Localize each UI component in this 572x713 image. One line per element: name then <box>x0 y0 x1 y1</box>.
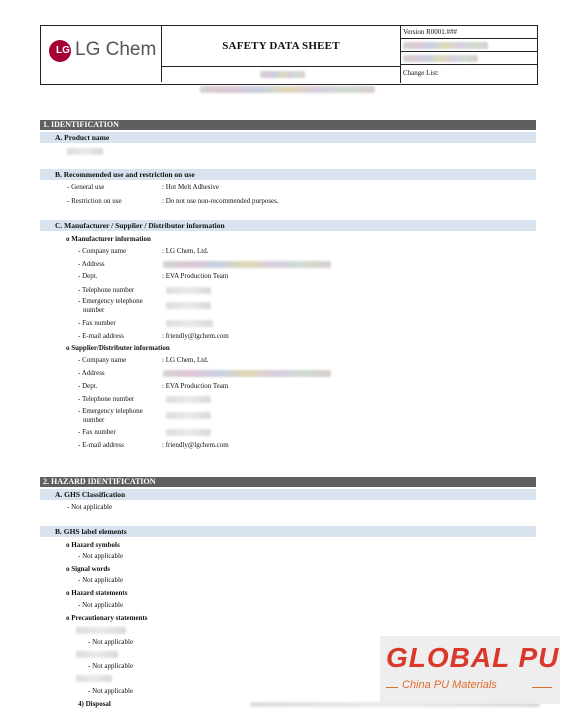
dept-value: : EVA Production Team <box>162 272 229 280</box>
phone-label: - Telephone number <box>78 286 135 294</box>
hazard-symbols-title: o Hazard symbols <box>66 541 120 549</box>
section-1a-header: A. Product name <box>40 132 536 143</box>
redacted-subheading <box>76 675 112 682</box>
address-label: - Address <box>78 369 105 377</box>
section-1-header: 1. IDENTIFICATION <box>40 120 536 130</box>
document-header <box>40 25 538 85</box>
redacted-row <box>401 52 537 65</box>
section-2b-header: B. GHS label elements <box>40 526 536 537</box>
redacted-product-name <box>67 148 103 155</box>
precaution-2-value: - Not applicable <box>88 662 134 670</box>
version-label: Version R0001.### <box>401 26 537 39</box>
emergency-label: - Emergency telephone <box>78 407 143 415</box>
watermark-rule <box>386 687 398 688</box>
lg-logo-icon: LG <box>49 40 71 62</box>
company-label: - Company name <box>78 356 127 364</box>
email-label: - E-mail address <box>78 441 124 449</box>
redacted-address <box>163 370 331 377</box>
precaution-3-value: - Not applicable <box>88 687 134 695</box>
email-value: : friendly@lgchem.com <box>162 441 229 449</box>
redacted-row <box>401 39 537 52</box>
redacted-phone <box>166 396 211 403</box>
redacted-line <box>200 86 375 93</box>
document-title: SAFETY DATA SHEET <box>162 26 401 67</box>
redacted-emergency <box>166 412 211 419</box>
redacted-phone <box>166 287 211 294</box>
redacted-product-cell <box>162 67 401 83</box>
address-label: - Address <box>78 260 105 268</box>
redacted-emergency <box>166 302 211 309</box>
email-label: - E-mail address <box>78 332 124 340</box>
redacted-subheading <box>76 627 126 634</box>
ghs-classification-value: - Not applicable <box>67 503 113 511</box>
watermark <box>380 636 560 704</box>
redacted-fax <box>166 320 213 327</box>
company-label: - Company name <box>78 247 127 255</box>
precaution-1-value: - Not applicable <box>88 638 134 646</box>
dept-label: - Dept. <box>78 272 98 280</box>
manufacturer-title: o Manufacturer information <box>66 235 151 243</box>
hazard-statements-value: - Not applicable <box>78 601 124 609</box>
emergency-label: - Emergency telephone <box>78 297 143 305</box>
restriction-label: - Restriction on use <box>67 197 122 205</box>
signal-words-value: - Not applicable <box>78 576 124 584</box>
signal-words-title: o Signal words <box>66 565 110 573</box>
change-list-label: Change List: <box>403 69 439 77</box>
email-value: : friendly@lgchem.com <box>162 332 229 340</box>
dept-label: - Dept. <box>78 382 98 390</box>
phone-label: - Telephone number <box>78 395 135 403</box>
precautionary-title: o Precautionary statements <box>66 614 148 622</box>
company-value: : LG Chem, Ltd. <box>162 247 209 255</box>
section-1b-header: B. Recommended use and restriction on use <box>40 169 536 180</box>
redacted-address <box>163 261 331 268</box>
watermark-brand: GLOBAL PU <box>386 642 560 673</box>
restriction-value: : Do not use non-recommended purposes. <box>162 197 279 205</box>
logo-cell <box>41 26 162 82</box>
fax-label: - Fax number <box>78 428 116 436</box>
hazard-statements-title: o Hazard statements <box>66 589 128 597</box>
dept-value: : EVA Production Team <box>162 382 229 390</box>
header-info <box>401 26 537 82</box>
disposal-title: 4) Disposal <box>78 700 111 708</box>
logo-text: LG Chem <box>75 39 157 60</box>
general-use-value: : Hot Melt Adhesive <box>162 183 219 191</box>
emergency-label-cont: number <box>83 306 105 314</box>
redacted-subheading <box>76 651 118 658</box>
fax-label: - Fax number <box>78 319 116 327</box>
general-use-label: - General use <box>67 183 105 191</box>
section-2-header: 2. HAZARD IDENTIFICATION <box>40 477 536 487</box>
emergency-label-cont: number <box>83 416 105 424</box>
hazard-symbols-value: - Not applicable <box>78 552 124 560</box>
company-value: : LG Chem, Ltd. <box>162 356 209 364</box>
watermark-tagline: China PU Materials <box>402 679 497 691</box>
redacted-fax <box>166 429 211 436</box>
section-1c-header: C. Manufacturer / Supplier / Distributor information <box>40 220 536 231</box>
watermark-rule <box>532 687 552 688</box>
section-2a-header: A. GHS Classification <box>40 489 536 500</box>
supplier-title: o Supplier/Distributer information <box>66 344 170 352</box>
